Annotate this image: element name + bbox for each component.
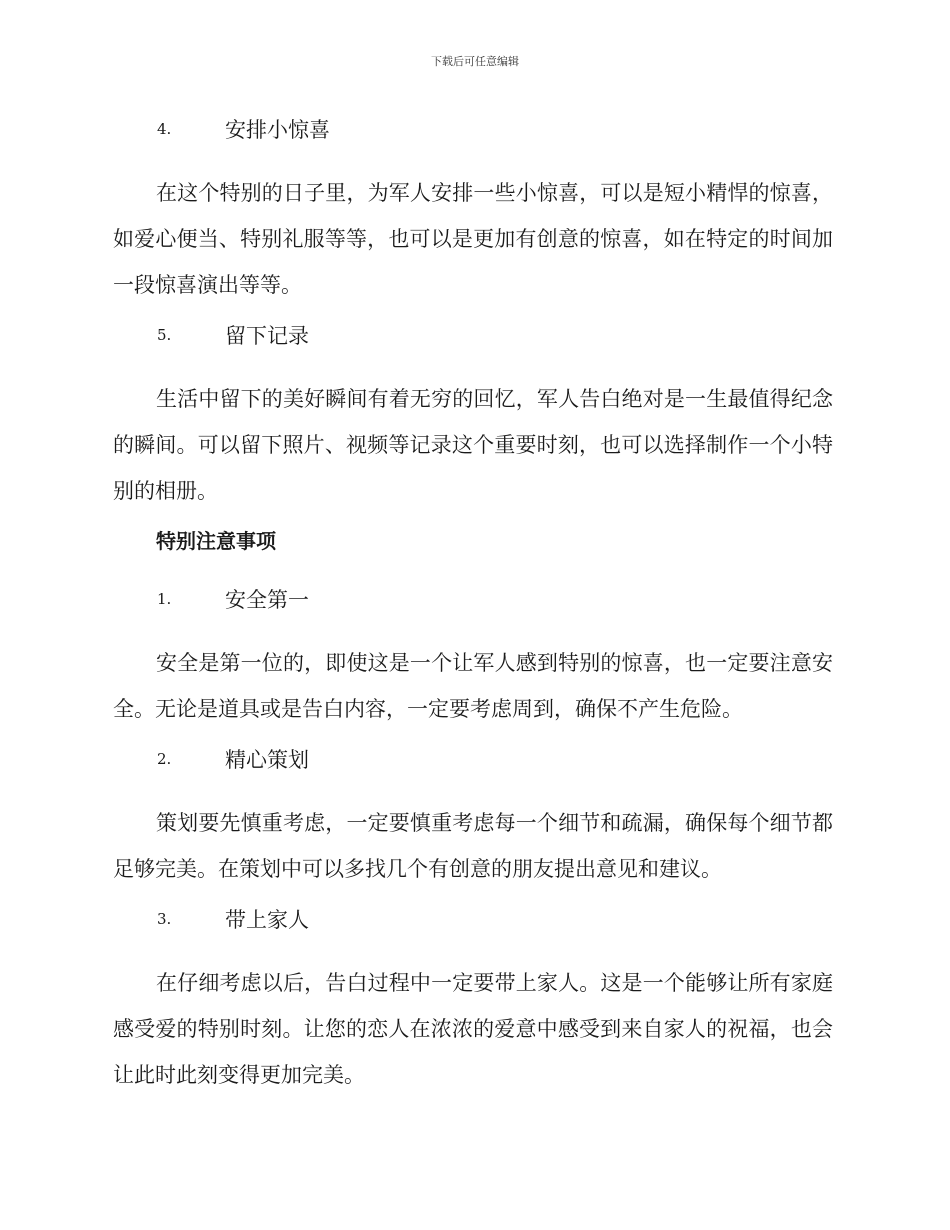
paragraph: 策划要先慎重考虑，一定要慎重考虑每一个细节和疏漏，确保每个细节都足够完美。在策划中可以多找几个有创意的朋友提出意见和建议。 (113, 811, 833, 881)
list-item-heading (113, 902, 833, 936)
list-number: 5. (157, 326, 172, 344)
list-item-heading (113, 742, 833, 776)
paragraph: 安全是第一位的，即使这是一个让军人感到特别的惊喜，也一定要注意安全。无论是道具或是告白内容，一定要考虑周到，确保不产生危险。 (113, 651, 833, 721)
list-number: 2. (157, 750, 172, 768)
paragraph: 在这个特别的日子里，为军人安排一些小惊喜，可以是短小精悍的惊喜，如爱心便当、特别礼服等等，也可以是更加有创意的惊喜，如在特定的时间加一段惊喜演出等等。 (113, 181, 833, 297)
list-item-title: 安全第一 (225, 588, 309, 612)
paragraph: 在仔细考虑以后，告白过程中一定要带上家人。这是一个能够让所有家庭感受爱的特别时刻。让您的恋人在浓浓的爱意中感受到来自家人的祝福，也会让此时此刻变得更加完美。 (113, 971, 833, 1087)
list-item-heading (113, 112, 833, 146)
list-item-title: 带上家人 (225, 908, 309, 932)
list-number: 3. (157, 910, 172, 928)
list-item-heading (113, 318, 833, 352)
list-item-heading (113, 582, 833, 616)
list-item-title: 留下记录 (225, 324, 309, 348)
list-number: 4. (157, 120, 172, 138)
list-item-title: 安排小惊喜 (225, 118, 330, 142)
list-number: 1. (157, 590, 172, 608)
document-body (113, 112, 833, 1108)
list-item-title: 精心策划 (225, 748, 309, 772)
paragraph: 生活中留下的美好瞬间有着无穷的回忆，军人告白绝对是一生最值得纪念的瞬间。可以留下照片、视频等记录这个重要时刻，也可以选择制作一个小特别的相册。 (113, 387, 833, 503)
page-header: 下载后可任意编辑 (431, 55, 519, 68)
section-heading: 特别注意事项 (156, 529, 276, 553)
